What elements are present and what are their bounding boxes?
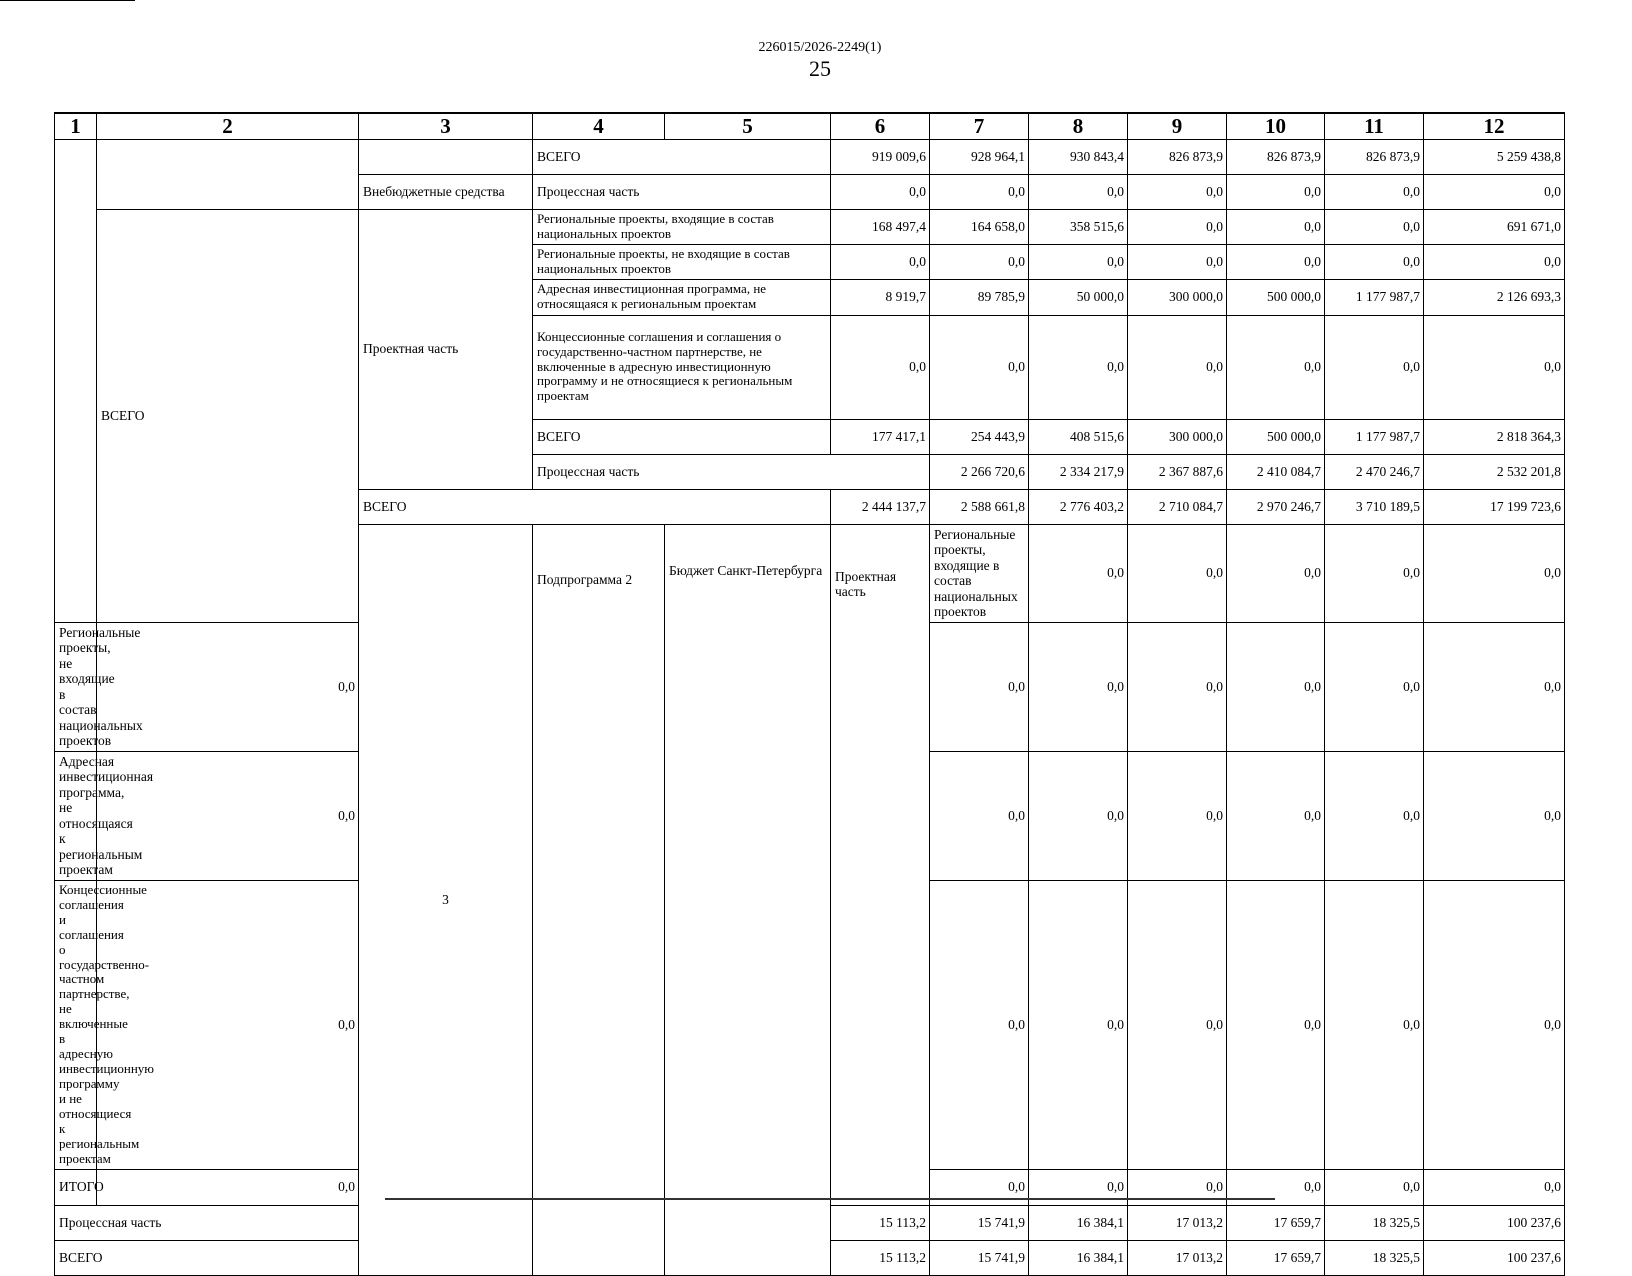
value-cell: 408 515,6 [1029, 419, 1128, 454]
value-cell: 0,0 [1325, 880, 1424, 1169]
value-cell: 2 710 084,7 [1128, 489, 1227, 524]
value-cell: 0,0 [1128, 244, 1227, 279]
value-cell: 0,0 [1424, 751, 1565, 880]
value-cell: 15 741,9 [930, 1205, 1029, 1240]
row-label: ИТОГО [55, 1169, 97, 1205]
value-cell: 0,0 [1029, 751, 1128, 880]
value-cell: 0,0 [1424, 524, 1565, 622]
value-cell: 0,0 [831, 315, 930, 419]
value-cell: 0,0 [1128, 880, 1227, 1169]
value-cell: 500 000,0 [1227, 419, 1325, 454]
value-cell: 2 532 201,8 [1424, 454, 1565, 489]
value-cell: 100 237,6 [1424, 1205, 1565, 1240]
financing-table [54, 112, 1565, 1276]
value-cell: 0,0 [1128, 1169, 1227, 1205]
value-cell: 0,0 [1424, 1169, 1565, 1205]
row-number-cell [55, 139, 97, 622]
funding-source: Внебюджетные средства [359, 174, 533, 209]
value-cell: 0,0 [97, 880, 359, 1169]
value-cell: 0,0 [1424, 244, 1565, 279]
value-cell: 500 000,0 [1227, 279, 1325, 315]
row-label: Процессная часть [533, 454, 930, 489]
project-part-label: Проектная часть [831, 524, 930, 1205]
value-cell: 826 873,9 [1128, 139, 1227, 174]
value-cell: 0,0 [97, 1169, 359, 1205]
value-cell: 0,0 [831, 174, 930, 209]
value-cell: 0,0 [1424, 622, 1565, 751]
value-cell: 0,0 [1325, 622, 1424, 751]
value-cell: 0,0 [1227, 524, 1325, 622]
row-label: Региональные проекты, входящие в состав национальных проектов [930, 524, 1029, 622]
document-number: 226015/2026-2249(1) [758, 40, 882, 55]
value-cell: 0,0 [930, 315, 1029, 419]
value-cell: 0,0 [97, 622, 359, 751]
funding-source: Бюджет Санкт-Петербурга [665, 524, 831, 1275]
value-cell: 0,0 [930, 174, 1029, 209]
column-header: 5 [665, 113, 831, 139]
value-cell: 0,0 [1128, 209, 1227, 244]
value-cell: 5 259 438,8 [1424, 139, 1565, 174]
value-cell: 0,0 [97, 751, 359, 880]
top-rule [0, 0, 135, 1]
value-cell: 919 009,6 [831, 139, 930, 174]
column-header: 11 [1325, 113, 1424, 139]
table-row [55, 209, 1565, 244]
value-cell: 0,0 [1325, 209, 1424, 244]
column-header: 6 [831, 113, 930, 139]
value-cell: 2 126 693,3 [1424, 279, 1565, 315]
value-cell: 0,0 [1325, 524, 1424, 622]
value-cell: 17 013,2 [1128, 1205, 1227, 1240]
value-cell: 358 515,6 [1029, 209, 1128, 244]
value-cell: 0,0 [1128, 622, 1227, 751]
value-cell: 0,0 [1325, 751, 1424, 880]
column-header: 4 [533, 113, 665, 139]
value-cell: 0,0 [1227, 751, 1325, 880]
value-cell: 0,0 [1227, 315, 1325, 419]
row-number: 3 [359, 524, 533, 1275]
value-cell: 2 367 887,6 [1128, 454, 1227, 489]
value-cell: 89 785,9 [930, 279, 1029, 315]
row-label: ВСЕГО [55, 1240, 359, 1275]
value-cell: 18 325,5 [1325, 1205, 1424, 1240]
value-cell: 928 964,1 [930, 139, 1029, 174]
value-cell: 2 776 403,2 [1029, 489, 1128, 524]
value-cell: 50 000,0 [1029, 279, 1128, 315]
row-label: Региональные проекты, не входящие в состав национальных проектов [55, 622, 97, 751]
value-cell: 0,0 [1325, 315, 1424, 419]
row-label: ВСЕГО [533, 419, 831, 454]
value-cell: 2 410 084,7 [1227, 454, 1325, 489]
value-cell: 254 443,9 [930, 419, 1029, 454]
value-cell: 0,0 [1325, 174, 1424, 209]
row-label: Концессионные соглашения и соглашения о государственно-частном партнерстве, не включенные в адресную инвестиционную программу и не относящиеся к региональным проектам [533, 315, 831, 419]
financing-table-container [54, 112, 1564, 1265]
column-header-row [55, 113, 1565, 139]
value-cell: 0,0 [930, 880, 1029, 1169]
page-number: 25 [809, 56, 831, 81]
value-cell: 15 741,9 [930, 1240, 1029, 1275]
row-label: Концессионные соглашения и соглашения о государственно-частном партнерстве, не включенные в адресную инвестиционную программу и не относящиеся к региональным проектам [55, 880, 97, 1169]
row-label: Региональные проекты, входящие в состав национальных проектов [533, 209, 831, 244]
value-cell: 0,0 [930, 244, 1029, 279]
row-label: Региональные проекты, не входящие в состав национальных проектов [533, 244, 831, 279]
value-cell: 0,0 [1029, 1169, 1128, 1205]
subprogram-name: Подпрограмма 2 [533, 524, 665, 1275]
row-label: Адресная инвестиционная программа, не относящаяся к региональным проектам [533, 279, 831, 315]
value-cell: 0,0 [930, 1169, 1029, 1205]
value-cell: 2 470 246,7 [1325, 454, 1424, 489]
value-cell: 0,0 [930, 751, 1029, 880]
value-cell: 930 843,4 [1029, 139, 1128, 174]
value-cell: 0,0 [1029, 880, 1128, 1169]
column-header: 7 [930, 113, 1029, 139]
value-cell: 2 334 217,9 [1029, 454, 1128, 489]
value-cell: 17 659,7 [1227, 1240, 1325, 1275]
row-label: Процессная часть [55, 1205, 359, 1240]
value-cell: 168 497,4 [831, 209, 930, 244]
value-cell: 15 113,2 [831, 1205, 930, 1240]
value-cell: 0,0 [1227, 209, 1325, 244]
column-header: 8 [1029, 113, 1128, 139]
row-label: Процессная часть [533, 174, 831, 209]
value-cell: 16 384,1 [1029, 1240, 1128, 1275]
name-cell [97, 139, 359, 209]
value-cell: 300 000,0 [1128, 419, 1227, 454]
bottom-rule [385, 1198, 1275, 1200]
value-cell: 0,0 [1128, 751, 1227, 880]
column-header: 9 [1128, 113, 1227, 139]
value-cell: 0,0 [1325, 1169, 1424, 1205]
column-header: 12 [1424, 113, 1565, 139]
row-label: ВСЕГО [533, 139, 831, 174]
value-cell: 8 919,7 [831, 279, 930, 315]
value-cell: 0,0 [1424, 315, 1565, 419]
value-cell: 2 444 137,7 [831, 489, 930, 524]
value-cell: 16 384,1 [1029, 1205, 1128, 1240]
value-cell: 2 588 661,8 [930, 489, 1029, 524]
value-cell: 164 658,0 [930, 209, 1029, 244]
value-cell: 0,0 [1029, 524, 1128, 622]
value-cell: 3 710 189,5 [1325, 489, 1424, 524]
value-cell: 1 177 987,7 [1325, 279, 1424, 315]
column-header: 3 [359, 113, 533, 139]
row-label: ВСЕГО [359, 489, 831, 524]
value-cell: 18 325,5 [1325, 1240, 1424, 1275]
row-label: Адресная инвестиционная программа, не относящаяся к региональным проектам [55, 751, 97, 880]
value-cell: 0,0 [1029, 315, 1128, 419]
value-cell: 0,0 [1227, 244, 1325, 279]
table-row [55, 139, 1565, 174]
value-cell: 2 266 720,6 [930, 454, 1029, 489]
value-cell: 0,0 [1424, 174, 1565, 209]
value-cell: 17 199 723,6 [1424, 489, 1565, 524]
value-cell: 0,0 [831, 244, 930, 279]
value-cell: 15 113,2 [831, 1240, 930, 1275]
project-part-label: Проектная часть [359, 209, 533, 489]
value-cell: 300 000,0 [1128, 279, 1227, 315]
value-cell: 1 177 987,7 [1325, 419, 1424, 454]
value-cell: 691 671,0 [1424, 209, 1565, 244]
value-cell: 177 417,1 [831, 419, 930, 454]
value-cell: 0,0 [930, 622, 1029, 751]
value-cell: 826 873,9 [1227, 139, 1325, 174]
value-cell: 2 970 246,7 [1227, 489, 1325, 524]
value-cell: 0,0 [1227, 880, 1325, 1169]
value-cell: 0,0 [1029, 174, 1128, 209]
value-cell: 0,0 [1227, 622, 1325, 751]
value-cell: 0,0 [1227, 174, 1325, 209]
column-header: 10 [1227, 113, 1325, 139]
value-cell: 826 873,9 [1325, 139, 1424, 174]
value-cell: 0,0 [1227, 1169, 1325, 1205]
value-cell: 0,0 [1128, 315, 1227, 419]
value-cell: 0,0 [1128, 524, 1227, 622]
total-name-cell: ВСЕГО [97, 209, 359, 622]
column-header: 1 [55, 113, 97, 139]
value-cell: 17 013,2 [1128, 1240, 1227, 1275]
value-cell: 17 659,7 [1227, 1205, 1325, 1240]
value-cell: 0,0 [1325, 244, 1424, 279]
value-cell: 2 818 364,3 [1424, 419, 1565, 454]
value-cell: 0,0 [1029, 622, 1128, 751]
value-cell: 0,0 [1424, 880, 1565, 1169]
value-cell: 100 237,6 [1424, 1240, 1565, 1275]
column-header: 2 [97, 113, 359, 139]
value-cell: 0,0 [1128, 174, 1227, 209]
source-cell [359, 139, 533, 174]
value-cell: 0,0 [1029, 244, 1128, 279]
